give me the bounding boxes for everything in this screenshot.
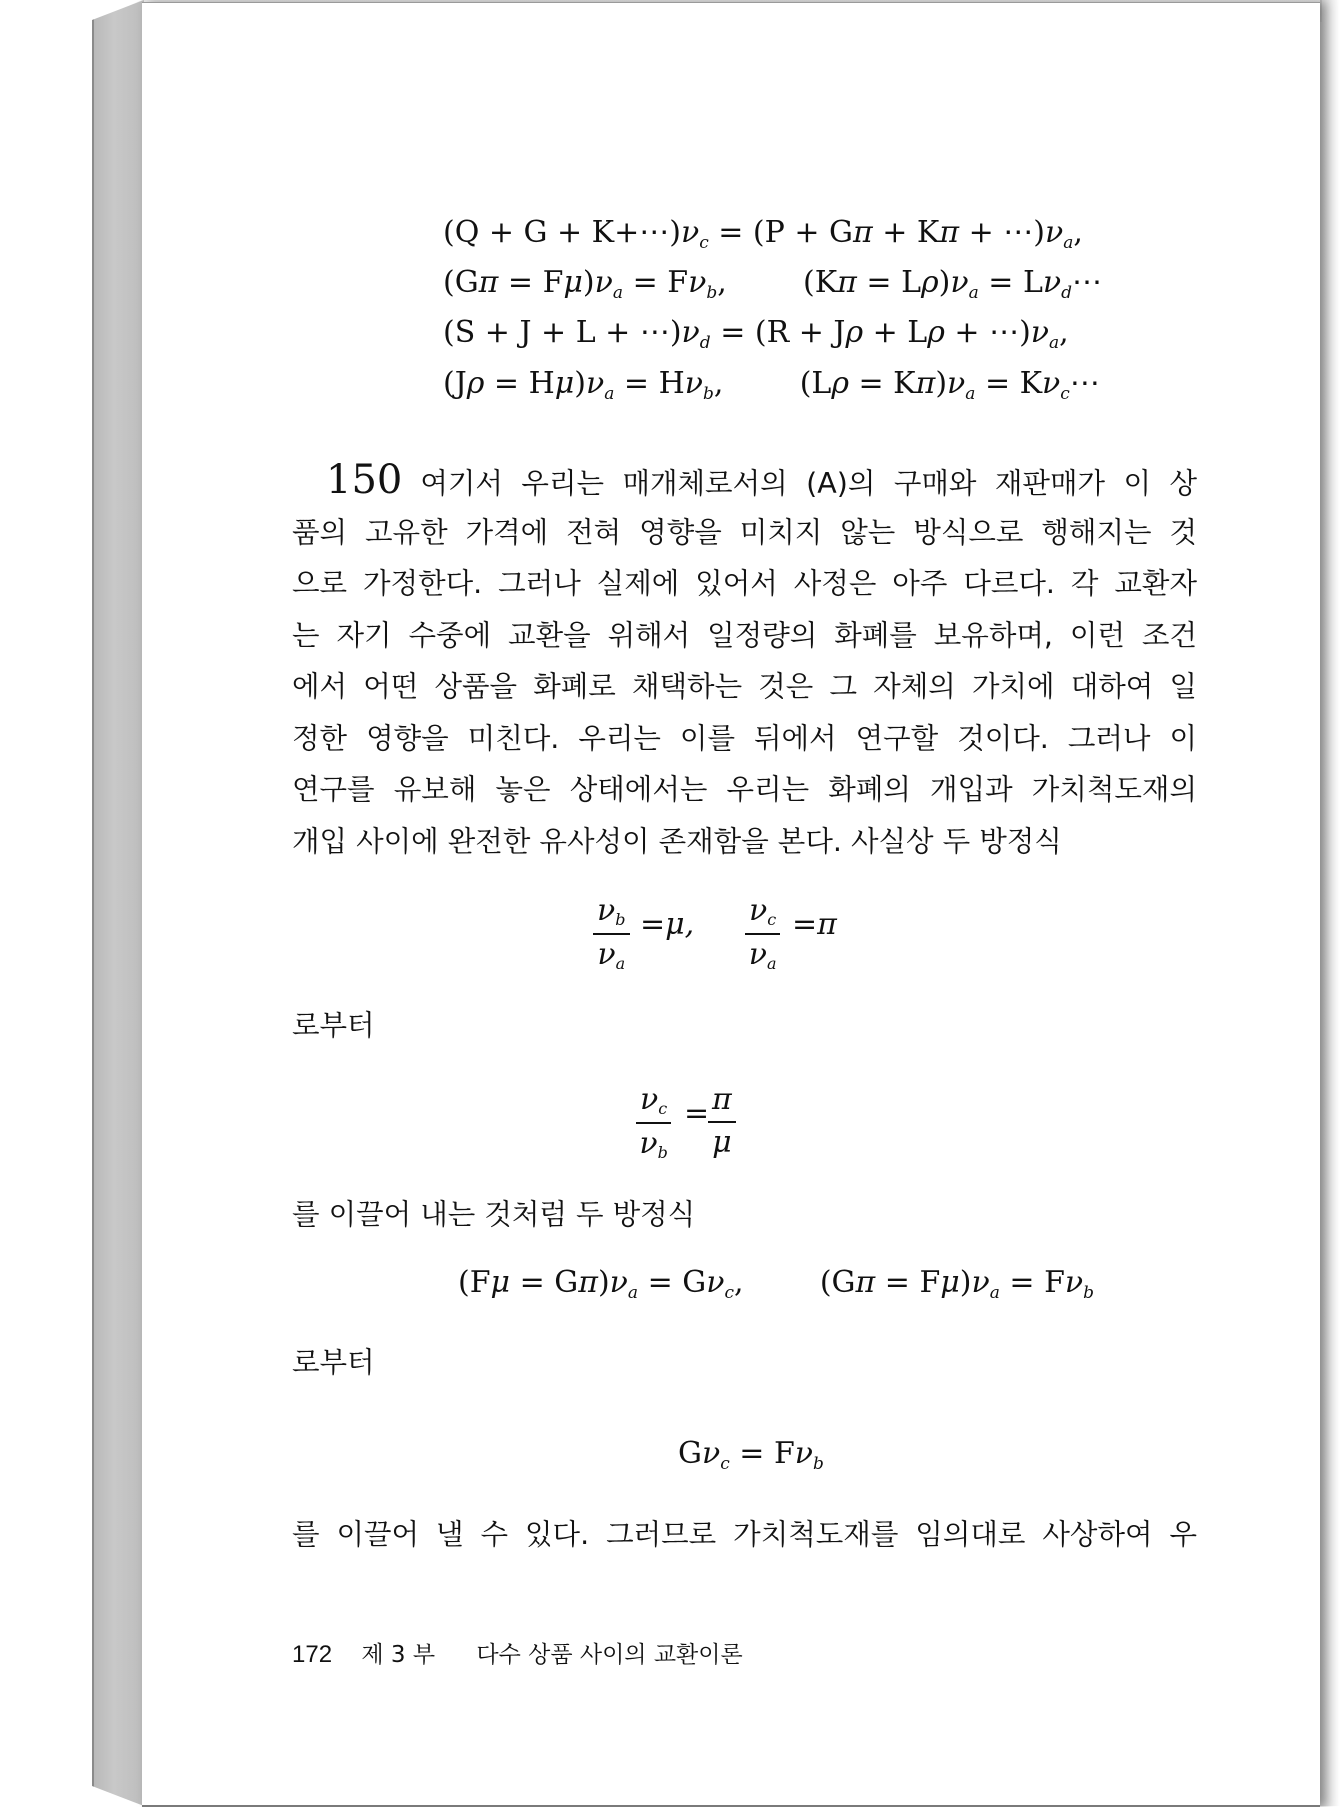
paragraph-line bbox=[292, 455, 1197, 507]
page-shadow bbox=[1320, 0, 1340, 1806]
equation-line-2: $(G\pi = F\mu)\nu_a = F\nu_b$, $(K\pi = L\rho)\nu_a$ = $L\nu_d\cdots$ bbox=[443, 265, 1103, 303]
paragraph-line: 는 자기 수중에 교환을 위해서 일정량의 화폐를 보유하며, 이런 조건 bbox=[292, 618, 1197, 652]
fraction-rhs-pi: =π bbox=[792, 907, 837, 942]
part-label: 제 3 부 bbox=[361, 1642, 436, 1668]
text-robuteo-1: 로부터 bbox=[292, 1009, 375, 1042]
text-ikkeuleo-1: 를 이끌어 내는 것처럼 두 방정식 bbox=[292, 1198, 696, 1231]
book-spine bbox=[92, 0, 144, 1806]
text-robuteo-2: 로부터 bbox=[292, 1346, 375, 1379]
equation-middle: $(F\mu = G\pi)\nu_a = G\nu_c$, $(G\pi = F\mu)\nu_a = F\nu_b$ bbox=[458, 1265, 1095, 1303]
paragraph-150 bbox=[292, 455, 1197, 867]
paragraph-line: 개입 사이에 완전한 유사성이 존재함을 본다. 사실상 두 방정식 bbox=[292, 824, 1062, 858]
fraction-pi-mu: $\frac{\pi}{\mu}$ bbox=[708, 1082, 736, 1160]
text-ikkeuleo-2: 를 이끌어 낼 수 있다. 그러므로 가치척도재를 임의대로 사상하여 우 bbox=[292, 1518, 1197, 1551]
equation-line-3: $(S + J + L + \cdots)\nu_d = (R + J\rho + L\rho$ + $\cdots)\nu_a$, bbox=[443, 315, 1069, 353]
paragraph-line: 연구를 유보해 놓은 상태에서는 우리는 화폐의 개입과 가치척도재의 bbox=[292, 773, 1197, 806]
page-number: 172 bbox=[292, 1641, 333, 1668]
fraction-vc-vb: $\frac{\nu c}{\nu b}$ bbox=[636, 1082, 671, 1162]
paragraph-number: 150 bbox=[326, 457, 403, 503]
paragraph-line: 품의 고유한 가격에 전혀 영향을 미치지 않는 방식으로 행해지는 것 bbox=[292, 515, 1197, 549]
paragraph-line: 으로 가정한다. 그러나 실제에 있어서 사정은 아주 다르다. 각 교환자 bbox=[292, 567, 1197, 600]
fraction-vc-va: $\frac{\nu c}{\nu a}$ bbox=[745, 893, 780, 973]
page-footer bbox=[292, 1636, 743, 1669]
paragraph-line: 에서 어떤 상품을 화폐로 채택하는 것은 그 자체의 가치에 대하여 일 bbox=[292, 670, 1197, 703]
chapter-title: 다수 상품 사이의 교환이론 bbox=[476, 1642, 743, 1668]
paragraph-line-text: 여기서 우리는 매개체로서의 (A)의 구매와 재판매가 이 상 bbox=[420, 467, 1197, 500]
paragraph-line: 정한 영향을 미친다. 우리는 이를 뒤에서 연구할 것이다. 그러나 이 bbox=[292, 721, 1197, 755]
equation-bottom: $G\nu_c = F\nu_b$ bbox=[678, 1436, 824, 1474]
fraction-rhs-mu: =μ, bbox=[640, 907, 695, 942]
fraction-vb-va: $\frac{\nu b}{\nu a}$ bbox=[593, 893, 630, 973]
equation-line-1: $(Q + G + K+\cdots)\nu_c = (P + G\pi + K\pi$ + $\cdots)\nu_a$, bbox=[443, 215, 1083, 253]
equation-line-4: $(J\rho = H\mu)\nu_a = H\nu_b$, $(L\rho = K\pi)\nu_a$ = $K\nu_c\cdots$ bbox=[443, 366, 1100, 404]
fraction-equals: = bbox=[684, 1096, 710, 1131]
